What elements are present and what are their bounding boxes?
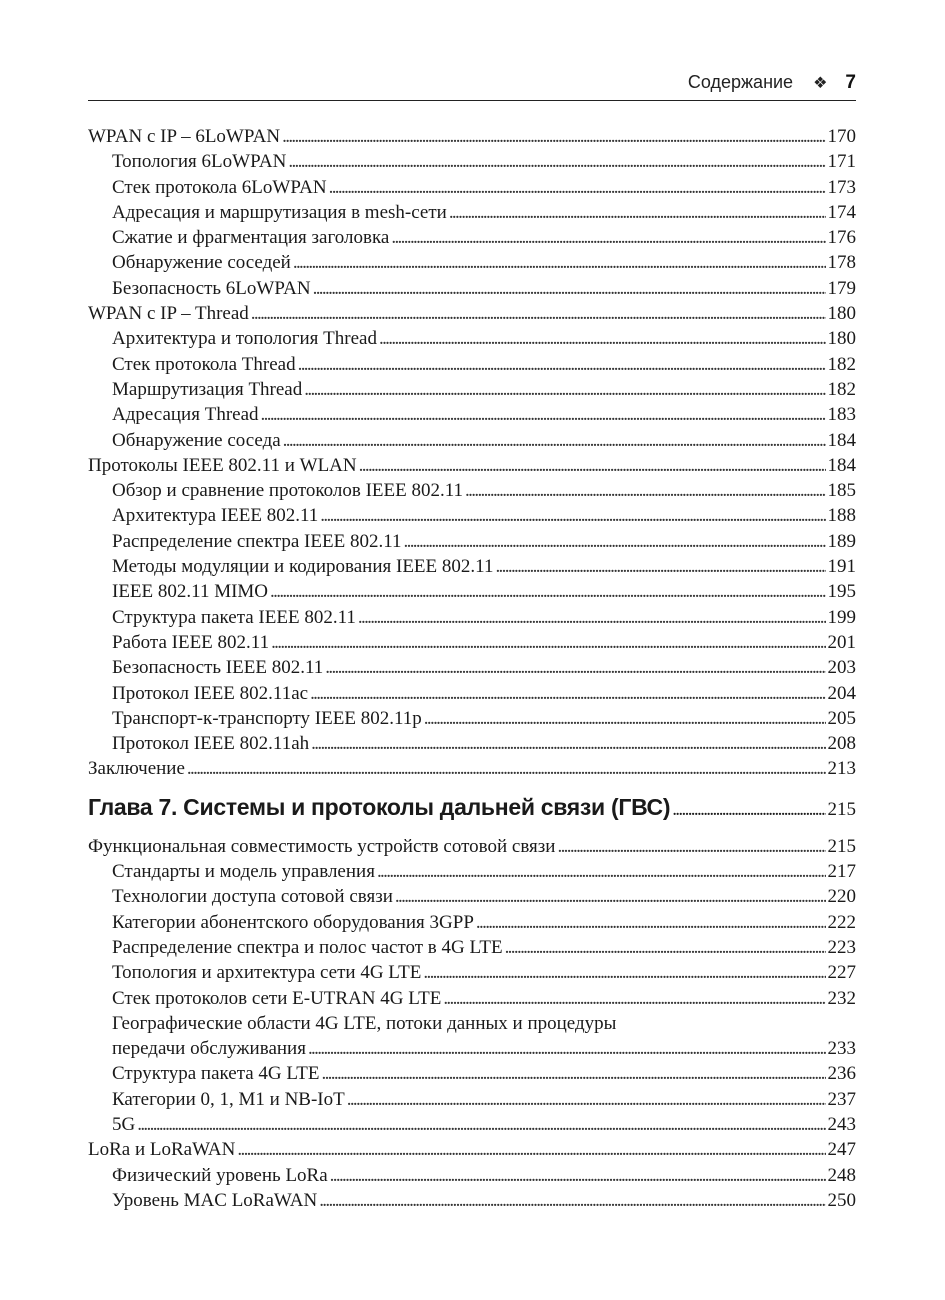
dot-leader — [319, 1188, 825, 1213]
toc-entry-title: Обнаружение соседей — [112, 252, 291, 274]
toc-entry-title: Безопасность 6LoWPAN — [112, 277, 311, 299]
toc-entry-section[interactable] — [88, 453, 856, 478]
toc-entry-page: 180 — [827, 303, 856, 325]
toc-entry-title: Уровень MAC LoRaWAN — [112, 1189, 318, 1211]
toc-entry-page: 227 — [827, 962, 856, 984]
toc-entry-subsection[interactable] — [88, 986, 856, 1011]
table-of-contents — [88, 124, 856, 1213]
toc-entry-page: 188 — [827, 505, 856, 527]
toc-entry-section[interactable] — [88, 756, 856, 781]
toc-entry-title: Физический уровень LoRa — [112, 1164, 328, 1186]
dot-leader — [271, 630, 825, 655]
toc-entry-page: 199 — [827, 606, 856, 628]
dot-leader — [377, 859, 826, 884]
toc-entry-title: Стек протокола Thread — [112, 353, 296, 375]
dot-leader — [304, 377, 825, 402]
toc-entry-page: 204 — [827, 682, 856, 704]
toc-entry-subsection[interactable] — [88, 250, 856, 275]
toc-entry-title: Обзор и сравнение протоколов IEEE 802.11 — [112, 480, 464, 502]
dot-leader — [347, 1087, 826, 1112]
dot-leader — [311, 731, 825, 756]
toc-entry-title: Адресация Thread — [112, 404, 259, 426]
toc-entry-page: 171 — [827, 151, 856, 173]
dot-leader — [237, 1137, 825, 1162]
toc-entry-section[interactable] — [88, 301, 856, 326]
toc-entry-page: 222 — [827, 911, 856, 933]
dot-leader — [298, 352, 826, 377]
dot-leader — [672, 799, 825, 821]
toc-entry-title: Функциональная совместимость устройств сотовой связи — [88, 835, 556, 857]
toc-entry-subsection[interactable] — [88, 503, 856, 528]
toc-entry-title: Распределение спектра и полос частот в 4G LTE — [112, 936, 503, 958]
toc-entry-title: 5G — [112, 1113, 136, 1135]
dot-leader — [251, 301, 826, 326]
toc-entry-page: 201 — [827, 631, 856, 653]
toc-entry-page: 191 — [827, 556, 856, 578]
toc-entry-subsection[interactable] — [88, 1163, 856, 1188]
toc-entry-page: 223 — [827, 936, 856, 958]
toc-entry-subsection[interactable] — [88, 884, 856, 909]
toc-entry-subsection[interactable] — [88, 655, 856, 680]
dot-leader — [325, 655, 825, 680]
chapter-heading[interactable] — [88, 794, 856, 828]
toc-entry-subsection[interactable] — [88, 149, 856, 174]
dot-leader — [449, 200, 826, 225]
toc-entry-page: 179 — [827, 277, 856, 299]
toc-entry-page: 178 — [827, 252, 856, 274]
running-title: Содержание — [687, 72, 794, 92]
toc-entry-page: 217 — [827, 861, 856, 883]
toc-entry-subsection[interactable] — [88, 1112, 856, 1137]
dot-leader — [313, 276, 826, 301]
toc-entry-page: 215 — [827, 835, 856, 857]
toc-section-2b — [88, 1061, 856, 1213]
toc-entry-page: 195 — [827, 581, 856, 603]
toc-entry-page: 232 — [827, 987, 856, 1009]
toc-entry-page: 184 — [827, 454, 856, 476]
toc-entry-subsection[interactable] — [88, 200, 856, 225]
dot-leader — [329, 175, 826, 200]
toc-entry-page: 182 — [827, 353, 856, 375]
dot-leader — [270, 579, 825, 604]
toc-entry-title: WPAN с IP – Thread — [88, 303, 249, 325]
toc-entry-title: Протоколы IEEE 802.11 и WLAN — [88, 454, 357, 476]
dot-leader — [505, 935, 826, 960]
toc-entry-title: Архитектура и топология Thread — [112, 328, 377, 350]
toc-entry-subsection[interactable] — [88, 529, 856, 554]
toc-entry-page: 250 — [827, 1189, 856, 1211]
toc-entry-subsection[interactable] — [88, 326, 856, 351]
toc-entry-page: 180 — [827, 328, 856, 350]
toc-entry-title: Маршрутизация Thread — [112, 378, 303, 400]
toc-entry-title: Технологии доступа сотовой связи — [112, 886, 393, 908]
toc-entry-title: LoRa и LoRaWAN — [88, 1139, 236, 1161]
dot-leader — [358, 605, 826, 630]
dot-leader — [557, 834, 825, 859]
toc-entry-subsection[interactable] — [88, 377, 856, 402]
toc-entry-title: Протокол IEEE 802.11ac — [112, 682, 309, 704]
toc-entry-title: Адресация и маршрутизация в mesh-сети — [112, 201, 447, 223]
dot-leader — [404, 529, 826, 554]
toc-entry-title: Архитектура IEEE 802.11 — [112, 505, 319, 527]
toc-entry-subsection[interactable] — [88, 402, 856, 427]
toc-entry-page: 184 — [827, 429, 856, 451]
dot-leader — [495, 554, 825, 579]
dot-leader — [465, 478, 825, 503]
wrapped-title-line2: передачи обслуживания — [112, 1038, 306, 1060]
toc-entry-page: 185 — [827, 480, 856, 502]
toc-entry-page: 237 — [827, 1088, 856, 1110]
toc-section-1 — [88, 124, 856, 782]
toc-entry-wrapped[interactable] — [88, 1011, 856, 1062]
toc-entry-subsection[interactable] — [88, 175, 856, 200]
toc-entry-page: 182 — [827, 378, 856, 400]
toc-entry-title: Сжатие и фрагментация заголовка — [112, 227, 390, 249]
toc-entry-title: Стек протоколов сети E-UTRAN 4G LTE — [112, 987, 442, 1009]
toc-entry-title: Работа IEEE 802.11 — [112, 631, 270, 653]
toc-entry-subsection[interactable] — [88, 859, 856, 884]
toc-entry-subsection[interactable] — [88, 731, 856, 756]
toc-entry-title: Методы модуляции и кодирования IEEE 802.11 — [112, 556, 494, 578]
dot-leader — [261, 402, 826, 427]
dot-leader — [293, 250, 826, 275]
toc-entry-title: Топология и архитектура сети 4G LTE — [112, 962, 422, 984]
toc-entry-page: 176 — [827, 227, 856, 249]
toc-entry-subsection[interactable] — [88, 630, 856, 655]
toc-entry-page: 205 — [827, 707, 856, 729]
toc-entry-subsection[interactable] — [88, 276, 856, 301]
dot-leader — [330, 1163, 826, 1188]
toc-entry-subsection[interactable] — [88, 960, 856, 985]
toc-entry-subsection[interactable] — [88, 935, 856, 960]
dot-leader — [476, 910, 826, 935]
toc-entry-title: WPAN с IP – 6LoWPAN — [88, 126, 281, 147]
dot-leader — [321, 1061, 825, 1086]
toc-entry-title: Структура пакета 4G LTE — [112, 1063, 320, 1085]
toc-entry-page: 233 — [827, 1038, 856, 1060]
dot-leader — [443, 986, 825, 1011]
dot-leader — [423, 960, 825, 985]
toc-entry-title: Категории 0, 1, M1 и NB-IoT — [112, 1088, 345, 1110]
toc-entry-page: 247 — [827, 1139, 856, 1161]
toc-entry-title: Безопасность IEEE 802.11 — [112, 657, 324, 679]
page-number: 7 — [845, 72, 856, 93]
dot-leader — [424, 706, 826, 731]
dot-leader — [310, 681, 825, 706]
page-header — [88, 70, 856, 101]
toc-entry-subsection[interactable] — [88, 579, 856, 604]
dot-leader — [282, 124, 825, 149]
toc-entry-title: Стандарты и модель управления — [112, 861, 375, 883]
toc-entry-title: Транспорт-к-транспорту IEEE 802.11p — [112, 707, 422, 729]
chapter-page: 215 — [827, 798, 856, 820]
chapter-title: Глава 7. Системы и протоколы дальней связи (ГВС) — [88, 793, 671, 820]
dot-leader — [379, 326, 826, 351]
header-right — [688, 72, 856, 94]
toc-entry-subsection[interactable] — [88, 1087, 856, 1112]
toc-entry-page: 173 — [827, 176, 856, 198]
wrapped-title-line1: Географические области 4G LTE, потоки данных и процедуры — [112, 1012, 617, 1034]
toc-entry-subsection[interactable] — [88, 352, 856, 377]
wrapped-title-line2-row — [88, 1036, 856, 1061]
dot-leader — [288, 149, 825, 174]
dot-leader — [359, 453, 826, 478]
toc-entry-title: IEEE 802.11 MIMO — [112, 581, 269, 603]
toc-entry-page: 208 — [827, 733, 856, 755]
dot-leader — [320, 503, 825, 528]
toc-entry-title: Категории абонентского оборудования 3GPP — [112, 911, 474, 933]
dot-leader — [308, 1036, 826, 1061]
toc-entry-page: 170 — [827, 126, 856, 147]
toc-entry-section[interactable] — [88, 834, 856, 859]
toc-section-2a — [88, 834, 856, 1011]
dot-leader — [395, 884, 826, 909]
toc-entry-subsection[interactable] — [88, 554, 856, 579]
toc-entry-page: 243 — [827, 1113, 856, 1135]
toc-entry-page: 248 — [827, 1164, 856, 1186]
toc-entry-section[interactable] — [88, 1137, 856, 1162]
toc-entry-page: 174 — [827, 201, 856, 223]
toc-entry-title: Заключение — [88, 758, 185, 780]
toc-entry-page: 189 — [827, 530, 856, 552]
toc-entry-title: Распределение спектра IEEE 802.11 — [112, 530, 402, 552]
ornament-icon: ❖ — [813, 75, 828, 92]
toc-entry-title: Протокол IEEE 802.11ah — [112, 733, 310, 755]
toc-entry-title: Стек протокола 6LoWPAN — [112, 176, 327, 198]
toc-entry-subsection[interactable] — [88, 428, 856, 453]
toc-entry-title: Топология 6LoWPAN — [112, 151, 287, 173]
toc-entry-subsection[interactable] — [88, 1061, 856, 1086]
toc-entry-title: Структура пакета IEEE 802.11 — [112, 606, 356, 628]
toc-entry-page: 183 — [827, 404, 856, 426]
toc-entry-subsection[interactable] — [88, 706, 856, 731]
toc-entry-subsection[interactable] — [88, 681, 856, 706]
dot-leader — [137, 1112, 825, 1137]
dot-leader — [391, 225, 825, 250]
toc-entry-subsection[interactable] — [88, 225, 856, 250]
toc-entry-title: Обнаружение соседа — [112, 429, 281, 451]
dot-leader — [187, 756, 826, 781]
toc-entry-page: 213 — [827, 758, 856, 780]
toc-entry-page: 236 — [827, 1063, 856, 1085]
toc-entry-subsection[interactable] — [88, 1188, 856, 1213]
toc-entry-subsection[interactable] — [88, 478, 856, 503]
toc-entry-page: 220 — [827, 886, 856, 908]
dot-leader — [283, 428, 826, 453]
toc-entry-subsection[interactable] — [88, 605, 856, 630]
toc-entry-page: 203 — [827, 657, 856, 679]
toc-entry-subsection[interactable] — [88, 910, 856, 935]
toc-entry-section[interactable] — [88, 124, 856, 149]
